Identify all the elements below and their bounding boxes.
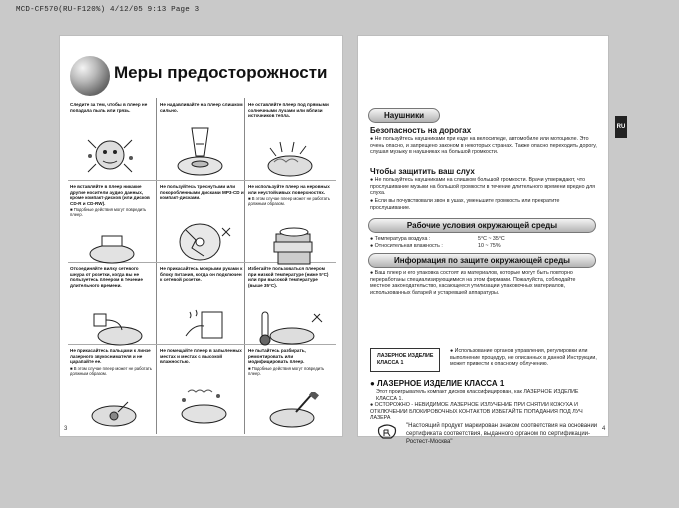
headphones-section-header: Наушники xyxy=(368,108,440,123)
caution-text: ● ОСТОРОЖНО - НЕВИДИМОЕ ЛАЗЕРНОЕ ИЗЛУЧЕНИЕ ПРИ СНЯТИИ КОЖУХА И ОТКЛЮЧЕНИИ БЛОКИРОВОЧНЫХ КОНТАКТОВ ИЗБЕГАЙТЕ ПОПАДАНИЯ ПОД ЛУЧ ЛАЗЕРА xyxy=(370,402,583,422)
precaution-unplug xyxy=(70,266,154,349)
precaution-note: ■ В этом случае плеер может не работать должным образом. xyxy=(70,365,152,376)
screwdriver-illustration xyxy=(262,392,324,430)
laser-box-note: ● Использование органов управления, регулировки или выполнение процедур, не описанных в данной Инструкции, может привести к опасному облучению. xyxy=(450,348,597,368)
road-safety-title: Безопасность на дорогах xyxy=(370,126,472,135)
precaution-heat xyxy=(248,102,332,185)
page-number: 4 xyxy=(602,426,606,432)
precaution-title: Не вставляйте в плеер никакие другие носители аудио данных, кроме компакт-дисков (или дисков CD-R и CD-RW). xyxy=(70,184,150,206)
precaution-cracked-discs xyxy=(160,184,244,267)
disc-insert-illustration xyxy=(86,234,140,266)
temp-value: 5°C ~ 35°C xyxy=(478,236,505,242)
precaution-title: Не прикасайтесь пальцами к линзе лазерного звукоснимателя и не царапайте ее. xyxy=(70,348,151,365)
precaution-pressure xyxy=(160,102,244,185)
precaution-title: Избегайте пользоваться плеером при низкой температуре (ниже 5°C) или при высокой температуре (выше 35°C). xyxy=(248,266,329,288)
precaution-title: Не надавливайте на плеер слишком сильно. xyxy=(160,102,243,113)
hearing-text-1: ● Не пользуйтесь наушниками на слишком большой громкости. Врачи утверждают, что прослушивание музыки на большой громкости в течение длительного времени вредно для слуха. xyxy=(370,177,596,197)
precaution-wet-hands xyxy=(160,266,244,349)
title-block xyxy=(70,54,340,98)
dust-illustration xyxy=(82,130,138,180)
precaution-note: ■ Подобные действия могут повредить плеер. xyxy=(248,365,325,376)
precaution-disassembly xyxy=(248,348,332,431)
hearing-title: Чтобы защитить ваш слух xyxy=(370,167,475,176)
precaution-uneven-surface xyxy=(248,184,332,267)
lens-illustration xyxy=(88,398,144,430)
grid-divider xyxy=(156,98,157,434)
right-page xyxy=(358,36,608,445)
precaution-temperature xyxy=(248,266,332,349)
env-info-text: ● Ваш плеер и его упаковка состоят из материалов, которые могут быть повторно переработаны специализирующимися на этом фирмами. Пожалуйста, соблюдайте местное законодательство, касающееся утилизации упаковочных материалов, использованных батарей и устаревшей аппаратуры. xyxy=(370,270,576,296)
precaution-dusty-places xyxy=(160,348,244,431)
left-page xyxy=(60,36,342,436)
print-header: MCD-CF570(RU-F120%) 4/12/05 9:13 Page 3 xyxy=(16,6,200,14)
precaution-title: Не прикасайтесь мокрыми руками к блоку питания, когда он подключен к сетевой розетке. xyxy=(160,266,243,283)
env-conditions-header: Рабочие условия окружающей среды xyxy=(368,218,596,233)
page-number: 3 xyxy=(64,426,68,432)
road-safety-text: ● Не пользуйтесь наушниками при езде на велосипеде, автомобиле или мотоцикле. Это очень опасно, и запрещено законом в некоторых странах. Также опасно переходить дорогу, слушая музыку в наушниках на большой громкости. xyxy=(370,136,597,156)
pressure-illustration xyxy=(170,122,230,180)
precaution-dust xyxy=(70,102,154,185)
precaution-title: Не помещайте плеер в запыленных местах и местах с высокой влажностью. xyxy=(160,348,242,365)
sun-illustration xyxy=(260,138,318,182)
laser-text: Этот проигрыватель компакт дисков классифицирован, как ЛАЗЕРНОЕ ИЗДЕЛИЕ КЛАССА 1. xyxy=(376,389,579,402)
precaution-media xyxy=(70,184,154,267)
rostest-cert-icon xyxy=(376,424,398,442)
precaution-title: Отсоединяйте вилку сетевого шнура от розетки, когда вы не пользуетесь плеером в течение длительного времени. xyxy=(70,266,143,288)
humidity-value: 10 ~ 75% xyxy=(478,243,501,249)
cracked-disc-illustration xyxy=(172,218,232,264)
precaution-title: Не пытайтесь разбирать, ремонтировать или модифицировать плеер. xyxy=(248,348,306,365)
sphere-icon xyxy=(70,56,110,96)
env-info-header: Информация по защите окружающей среды xyxy=(368,253,596,268)
laser-class-box: ЛАЗЕРНОЕ ИЗДЕЛИЕ КЛАССА 1 xyxy=(370,348,440,372)
page-title: Меры предосторожности xyxy=(114,63,328,82)
wet-hands-illustration xyxy=(180,306,238,346)
precaution-title: Не используйте плеер на неровных или неустойчивых поверхностях. xyxy=(248,184,330,195)
precaution-title: Не пользуйтесь треснутыми или покоробленными дисками MP3-CD и компакт-дисками. xyxy=(160,184,244,201)
precaution-note: ■ Подобные действия могут повредить плеер. xyxy=(70,207,147,218)
humidity-label: ● Относительная влажность : xyxy=(370,243,443,249)
books-stack-illustration xyxy=(270,226,318,266)
cert-text: "Настоящий продукт маркирован знаком соответствия на основании сертификата соответствия, выданного органом по сертификации-Ростест-Москва" xyxy=(406,423,598,445)
unplug-illustration xyxy=(90,310,148,348)
humid-place-illustration xyxy=(174,384,234,428)
laser-title: ● ЛАЗЕРНОЕ ИЗДЕЛИЕ КЛАССА 1 xyxy=(370,379,505,388)
language-tab: RU xyxy=(615,116,627,138)
precaution-title: Не оставляйте плеер под прямыми солнечными лучами или вблизи источников тепла. xyxy=(248,102,329,119)
thermometer-illustration xyxy=(254,308,328,348)
precaution-title: Следите за тем, чтобы в плеер не попадала пыль или грязь. xyxy=(70,102,148,113)
grid-divider xyxy=(244,98,245,434)
temp-label: ● Температура воздуха : xyxy=(370,236,431,242)
precaution-lens xyxy=(70,348,154,431)
hearing-text-2: ● Если вы почувствовали звон в ушах, уменьшите громкость или прекратите прослушивание. xyxy=(370,198,560,211)
precaution-note: ■ В этом случае плеер может не работать должным образом. xyxy=(248,196,330,207)
